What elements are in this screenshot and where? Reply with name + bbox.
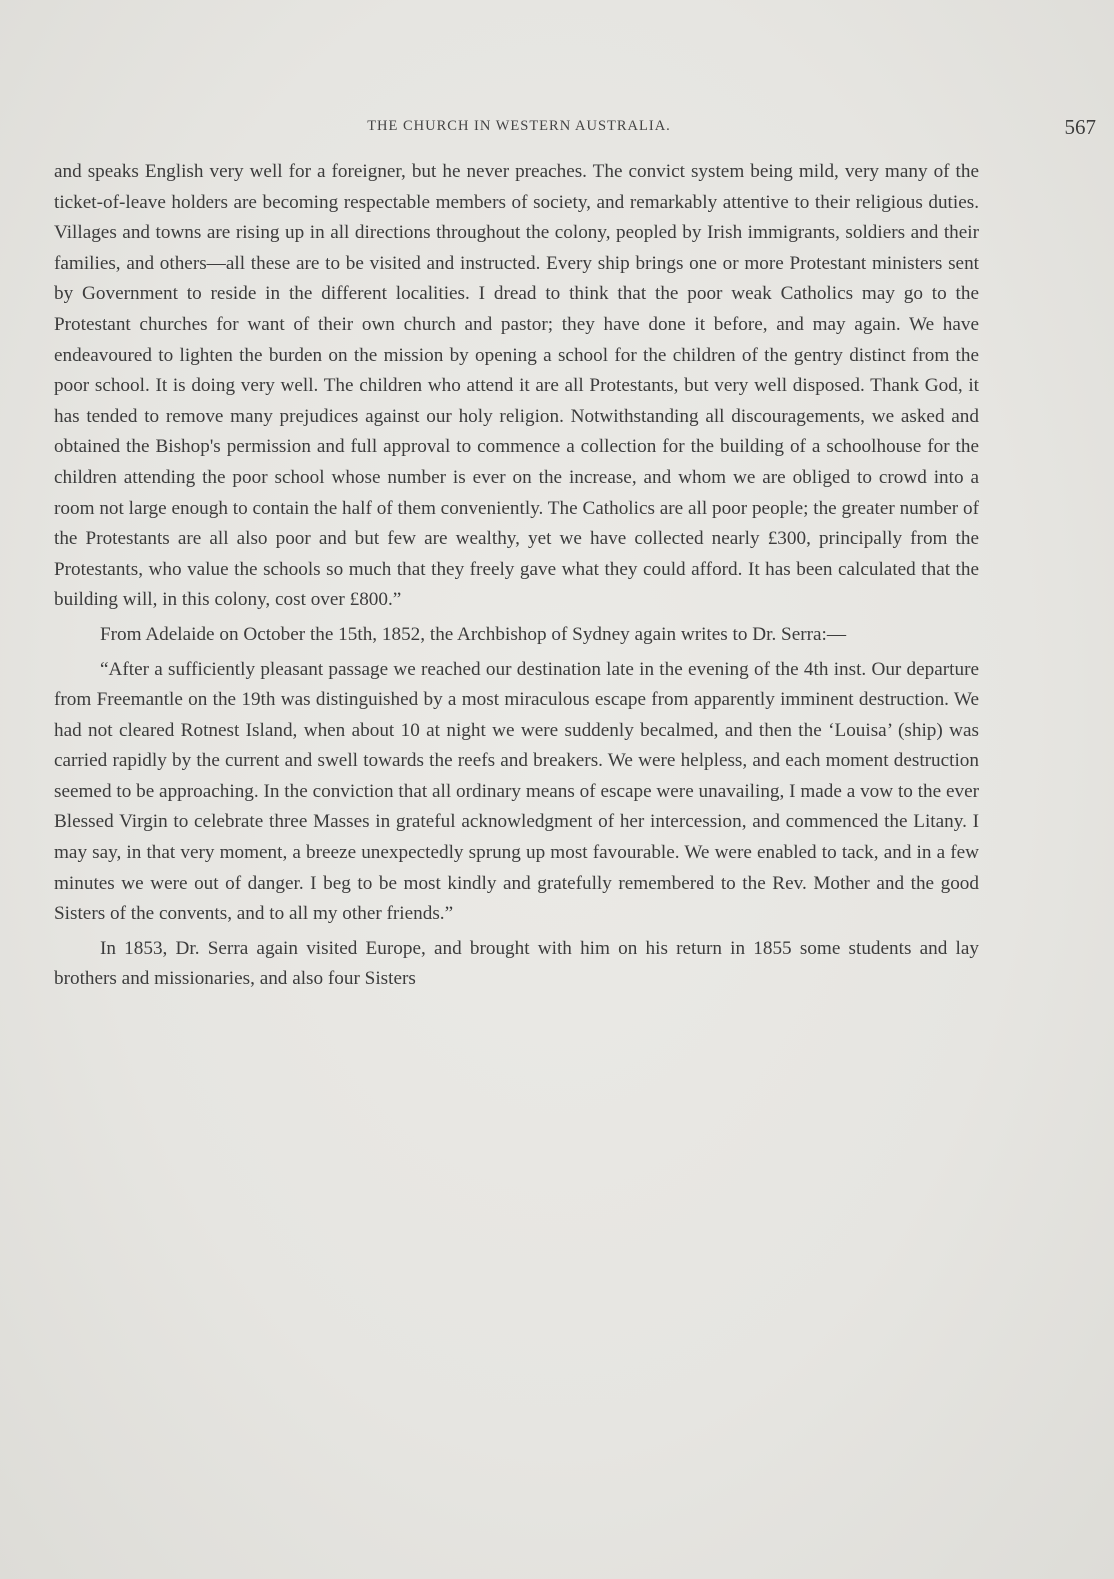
running-head — [54, 115, 1096, 140]
page-number: 567 — [1064, 115, 1096, 139]
paragraph-letter-quote: “After a sufficiently pleasant passage we reached our destination late in the evening of the 4th inst. Our departure from Freemantle on the 19th was distinguished by a most miraculous escape from apparently imminent destruction. We had not cleared Rotnest Island, when about 10 at night we were suddenly becalmed, and then the ‘Louisa’ (ship) was carried rapidly by the current and swell towards the reefs and breakers. We were helpless, and each moment destruction seemed to be approaching. In the conviction that all ordinary means of escape were unavailing, I made a vow to the ever Blessed Virgin to celebrate three Masses in grateful acknowledgment of her intercession, and commenced the Litany. I may say, in that very moment, a breeze unexpectedly sprung up most favourable. We were enabled to tack, and in a few minutes we were out of danger. I beg to be most kindly and gratefully remembered to the Rev. Mother and the good Sisters of the convents, and to all my other friends.” — [54, 658, 979, 925]
paragraph-serra-europe: In 1853, Dr. Serra again visited Europe, and brought with him on his return in 1855 some students and lay brothers and missionaries, and also four Sisters — [54, 937, 979, 990]
body-text — [54, 157, 979, 995]
paragraph-adelaide-intro: From Adelaide on October the 15th, 1852, the Archbishop of Sydney again writes to Dr. Serra:— — [100, 623, 847, 645]
paragraph-continuation: and speaks English very well for a foreigner, but he never preaches. The convict system being mild, very many of the ticket-of-leave holders are becoming respectable members of society, and remarkably attentive to their religious duties. Villages and towns are rising up in all directions throughout the colony, peopled by Irish immigrants, soldiers and their families, and others—all these are to be visited and instructed. Every ship brings one or more Protestant ministers sent by Government to reside in the different localities. I dread to think that the poor weak Catholics may go to the Protestant churches for want of their own church and pastor; they have done it before, and may again. We have endeavoured to lighten the burden on the mission by opening a school for the children of the gentry distinct from the poor school. It is doing very well. The children who attend it are all Protestants, but very well disposed. Thank God, it has tended to remove many prejudices against our holy religion. Notwithstanding all discouragements, we asked and obtained the Bishop's permission and full approval to commence a collection for the building of a schoolhouse for the children attending the poor school whose number is ever on the increase, and whom we are obliged to crowd into a room not large enough to contain the half of them conveniently. The Catholics are all poor people; the greater number of the Protestants are all also poor and but few are wealthy, yet we have collected nearly £300, principally from the Protestants, who value the schools so much that they freely gave what they could afford. It has been calculated that the building will, in this colony, cost over £800.” — [54, 161, 979, 611]
running-title: THE CHURCH IN WESTERN AUSTRALIA. — [367, 118, 671, 134]
